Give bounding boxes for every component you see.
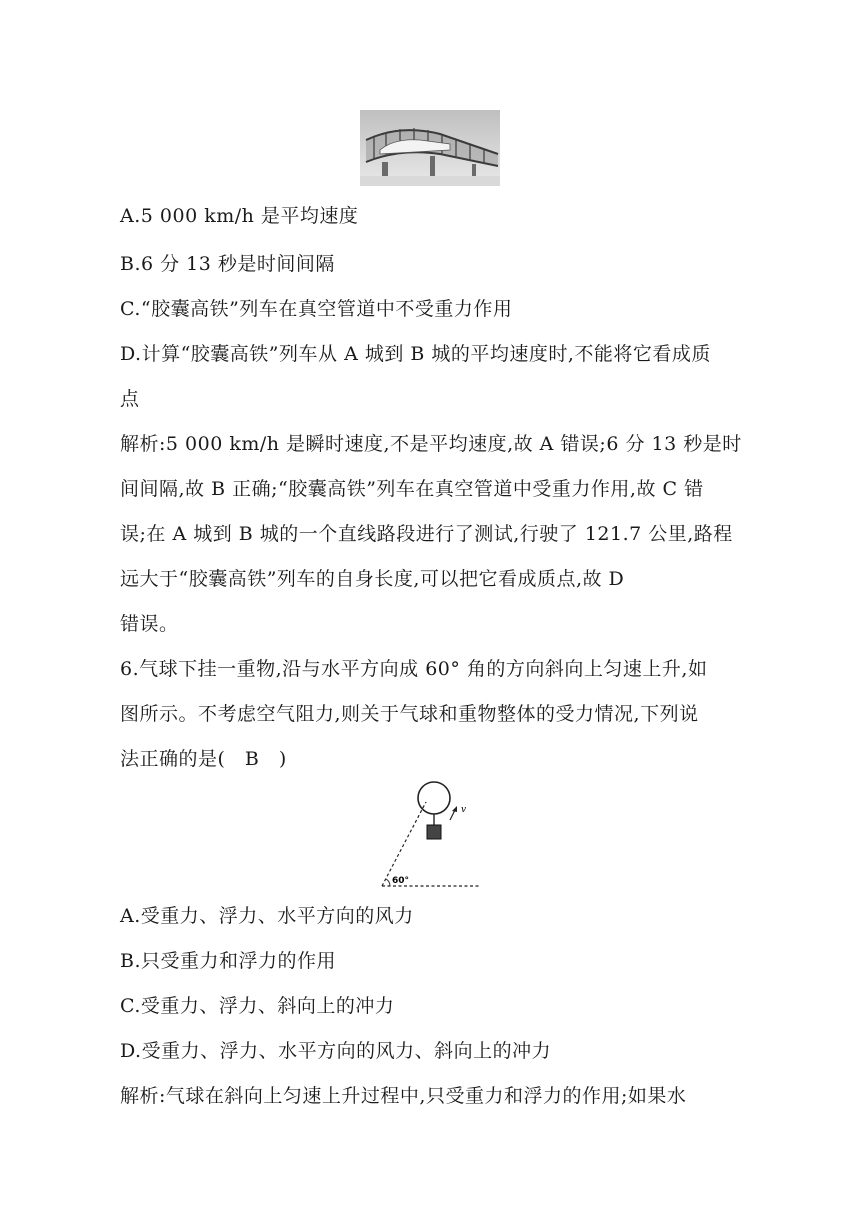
velocity-arrowhead bbox=[452, 806, 457, 812]
analysis-6-line-1: 解析:气球在斜向上匀速上升过程中,只受重力和浮力的作用;如果水 bbox=[120, 1085, 687, 1107]
option-c-previous: C.“胶囊高铁”列车在真空管道中不受重力作用 bbox=[120, 298, 513, 320]
analysis-5-line-3: 误;在 A 城到 B 城的一个直线路段进行了测试,行驶了 121.7 公里,路程 bbox=[120, 523, 733, 545]
question-6-line-1: 6.气球下挂一重物,沿与水平方向成 60° 角的方向斜向上匀速上升,如 bbox=[120, 658, 708, 680]
balloon-circle bbox=[418, 782, 450, 814]
question-6-line-2: 图所示。不考虑空气阻力,则关于气球和重物整体的受力情况,下列说 bbox=[120, 703, 699, 725]
option-b-previous: B.6 分 13 秒是时间间隔 bbox=[120, 253, 335, 275]
velocity-label: v bbox=[461, 805, 467, 815]
option-c: C.受重力、浮力、斜向上的冲力 bbox=[120, 995, 395, 1017]
maglev-train-photo bbox=[360, 110, 500, 186]
weight-block bbox=[427, 825, 441, 839]
path-dashed-line bbox=[382, 802, 426, 886]
question-6-line-3: 法正确的是( B ) bbox=[120, 748, 287, 770]
analysis-5-line-2: 间间隔,故 B 正确;“胶囊高铁”列车在真空管道中受重力作用,故 C 错 bbox=[120, 478, 704, 500]
option-a-previous: A.5 000 km/h 是平均速度 bbox=[120, 205, 359, 227]
analysis-5-line-5: 错误。 bbox=[120, 613, 179, 635]
option-d-previous: D.计算“胶囊高铁”列车从 A 城到 B 城的平均速度时,不能将它看成质 bbox=[120, 343, 711, 365]
balloon-diagram bbox=[372, 780, 492, 892]
angle-label: 60° bbox=[392, 876, 410, 886]
angle-arc bbox=[386, 879, 390, 886]
option-d-previous-cont: 点 bbox=[120, 388, 140, 410]
option-d: D.受重力、浮力、水平方向的风力、斜向上的冲力 bbox=[120, 1040, 552, 1062]
option-a: A.受重力、浮力、水平方向的风力 bbox=[120, 905, 414, 927]
analysis-5-line-1: 解析:5 000 km/h 是瞬时速度,不是平均速度,故 A 错误;6 分 13 秒是时 bbox=[120, 433, 742, 455]
analysis-5-line-4: 远大于“胶囊高铁”列车的自身长度,可以把它看成质点,故 D bbox=[120, 568, 625, 590]
option-b: B.只受重力和浮力的作用 bbox=[120, 950, 337, 972]
